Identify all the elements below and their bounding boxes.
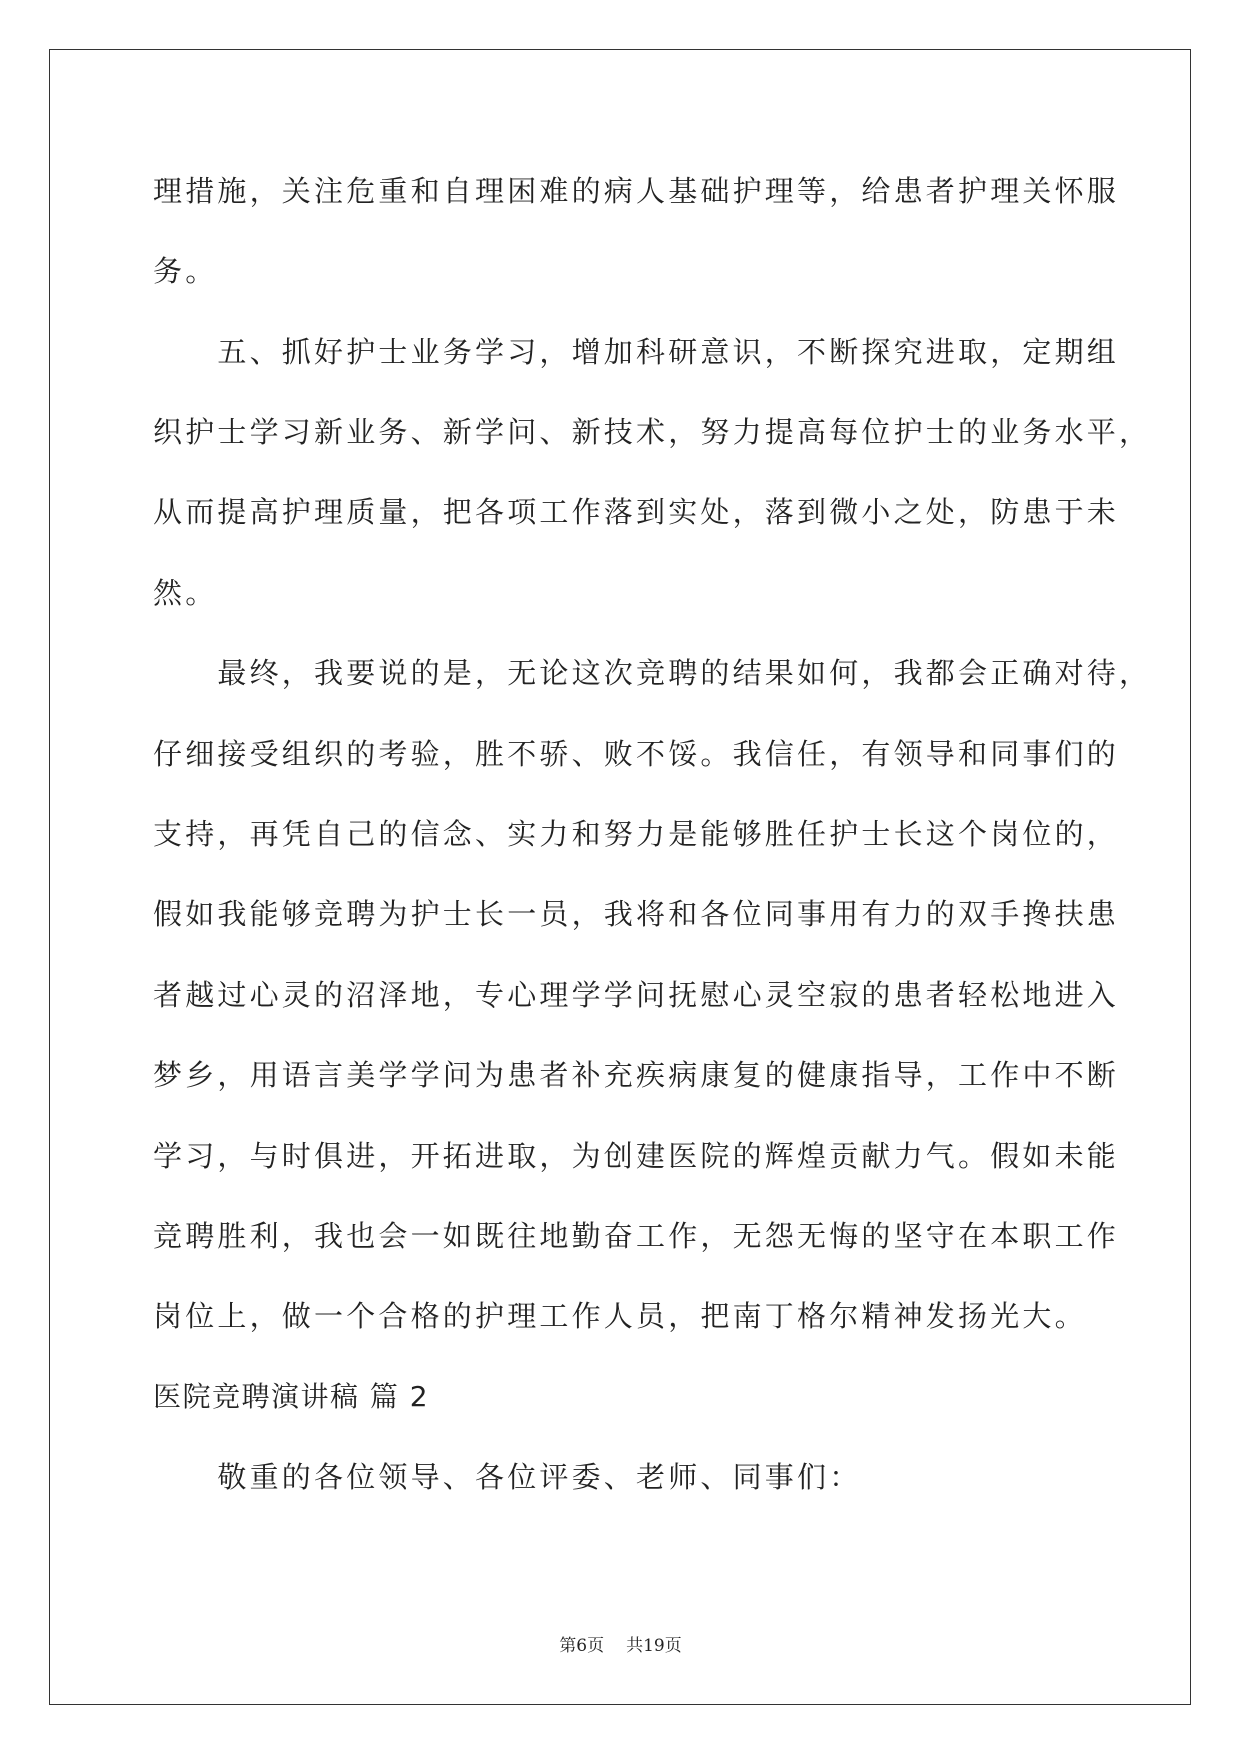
text-line: 五、抓好护士业务学习，增加科研意识，不断探究进取，定期组: [153, 335, 1120, 369]
text-line: 务。: [153, 254, 218, 288]
text-line: 竞聘胜利，我也会一如既往地勤奋工作，无怨无悔的坚守在本职工作: [153, 1219, 1120, 1253]
text-line: 支持，再凭自己的信念、实力和努力是能够胜任护士长这个岗位的，: [153, 817, 1120, 851]
page-footer: [0, 1631, 1241, 1656]
text-line: 织护士学习新业务、新学问、新技术，努力提高每位护士的业务水平，: [153, 415, 1152, 449]
text-line: 学习，与时俱进，开拓进取，为创建医院的辉煌贡献力气。假如未能: [153, 1139, 1120, 1173]
text-line: 最终，我要说的是，无论这次竞聘的结果如何，我都会正确对待，: [153, 656, 1152, 690]
text-line: 者越过心灵的沼泽地，专心理学学问抚慰心灵空寂的患者轻松地进入: [153, 978, 1120, 1012]
section-heading: 医院竞聘演讲稿 篇 2: [153, 1380, 430, 1413]
text-line: 敬重的各位领导、各位评委、老师、同事们：: [153, 1460, 862, 1494]
text-line: 理措施，关注危重和自理困难的病人基础护理等，给患者护理关怀服: [153, 174, 1120, 208]
page-number: 第6页: [559, 1636, 605, 1656]
text-line: 从而提高护理质量，把各项工作落到实处，落到微小之处，防患于未: [153, 495, 1120, 529]
text-line: 岗位上，做一个合格的护理工作人员，把南丁格尔精神发扬光大。: [153, 1299, 1087, 1333]
text-line: 梦乡，用语言美学学问为患者补充疾病康复的健康指导，工作中不断: [153, 1058, 1120, 1092]
text-line: 仔细接受组织的考验，胜不骄、败不馁。我信任，有领导和同事们的: [153, 737, 1120, 771]
text-line: 假如我能够竞聘为护士长一员，我将和各位同事用有力的双手搀扶患: [153, 897, 1120, 931]
page-total: 共19页: [626, 1636, 682, 1656]
text-line: 然。: [153, 576, 218, 610]
